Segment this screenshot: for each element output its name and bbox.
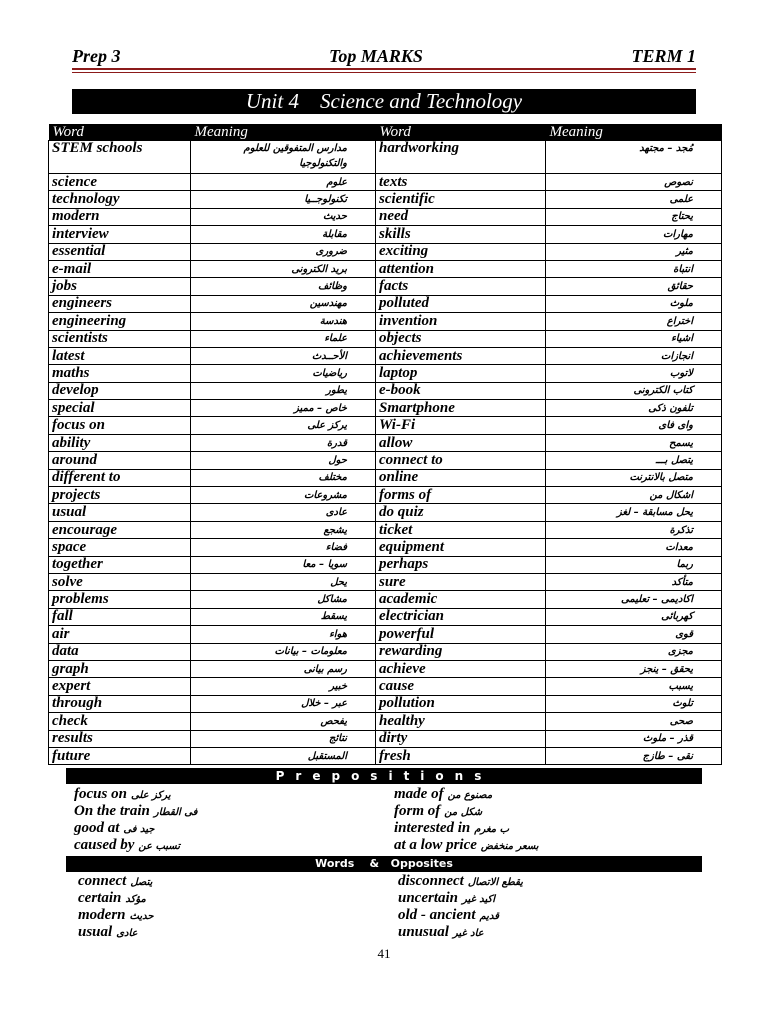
word-cell: pollution bbox=[376, 695, 546, 712]
table-row bbox=[49, 260, 722, 277]
phrase-ar: ب مغرم bbox=[474, 824, 510, 835]
meaning-cell: نقى – طازج bbox=[546, 747, 722, 764]
meaning-cell: علمى bbox=[546, 191, 722, 208]
word-en: modern bbox=[78, 907, 126, 923]
meaning-cell: قدرة bbox=[191, 434, 376, 451]
page-header bbox=[72, 44, 696, 68]
table-row bbox=[49, 382, 722, 399]
word-cell: through bbox=[49, 695, 191, 712]
table-row bbox=[49, 747, 722, 764]
meaning-cell: علوم bbox=[191, 174, 376, 191]
table-row bbox=[49, 208, 722, 225]
meaning-cell: يشجع bbox=[191, 521, 376, 538]
meaning-cell: واى فاى bbox=[546, 417, 722, 434]
list-item bbox=[78, 907, 408, 924]
list-item bbox=[394, 803, 724, 820]
word-cell: powerful bbox=[376, 626, 546, 643]
phrase-en: good at bbox=[74, 820, 120, 836]
meaning-cell: يحتاج bbox=[546, 208, 722, 225]
meaning-cell: حول bbox=[191, 452, 376, 469]
word-en: connect bbox=[78, 873, 127, 889]
word-cell: check bbox=[49, 713, 191, 730]
meaning-cell: تكنولوجــيا bbox=[191, 191, 376, 208]
table-row bbox=[49, 643, 722, 660]
meaning-cell: مقابلة bbox=[191, 226, 376, 243]
word-cell: usual bbox=[49, 504, 191, 521]
word-cell: Smartphone bbox=[376, 400, 546, 417]
word-cell: problems bbox=[49, 591, 191, 608]
col-header-meaning: Meaning bbox=[191, 124, 376, 141]
table-row bbox=[49, 469, 722, 486]
meaning-cell: انتباة bbox=[546, 260, 722, 277]
meaning-cell: مُجد – مجتهد bbox=[546, 141, 722, 174]
meaning-cell: بريد الكترونى bbox=[191, 260, 376, 277]
meaning-cell: يحقق – ينجز bbox=[546, 660, 722, 677]
word-cell: equipment bbox=[376, 539, 546, 556]
meaning-cell: معدات bbox=[546, 539, 722, 556]
meaning-cell: يركز على bbox=[191, 417, 376, 434]
word-cell: Wi-Fi bbox=[376, 417, 546, 434]
meaning-cell: علماء bbox=[191, 330, 376, 347]
word-cell: need bbox=[376, 208, 546, 225]
meaning-cell: هندسة bbox=[191, 313, 376, 330]
meaning-cell: ضرورى bbox=[191, 243, 376, 260]
meaning-cell: كهربائى bbox=[546, 608, 722, 625]
phrase-en: caused by bbox=[74, 837, 135, 853]
table-body bbox=[49, 141, 722, 765]
meaning-cell: وظائف bbox=[191, 278, 376, 295]
table-row bbox=[49, 539, 722, 556]
phrase-ar: جيد فى bbox=[123, 824, 155, 835]
unit-title: Unit 4 Science and Technology bbox=[72, 89, 696, 114]
word-cell: perhaps bbox=[376, 556, 546, 573]
word-cell: online bbox=[376, 469, 546, 486]
table-row bbox=[49, 174, 722, 191]
meaning-cell: مجزى bbox=[546, 643, 722, 660]
word-cell: achievements bbox=[376, 347, 546, 364]
header-right: TERM 1 bbox=[631, 45, 696, 66]
meaning-cell: خبير bbox=[191, 678, 376, 695]
meaning-cell: هواء bbox=[191, 626, 376, 643]
word-cell: different to bbox=[49, 469, 191, 486]
word-ar: قديم bbox=[479, 911, 499, 922]
word-cell: rewarding bbox=[376, 643, 546, 660]
list-item bbox=[78, 924, 408, 941]
meaning-cell: مختلف bbox=[191, 469, 376, 486]
meaning-cell: اشكال من bbox=[546, 487, 722, 504]
meaning-cell: المستقبل bbox=[191, 747, 376, 764]
header-left: Prep 3 bbox=[72, 45, 121, 66]
word-cell: maths bbox=[49, 365, 191, 382]
meaning-cell: متأكد bbox=[546, 573, 722, 590]
list-item bbox=[398, 873, 728, 890]
word-cell: academic bbox=[376, 591, 546, 608]
word-cell: future bbox=[49, 747, 191, 764]
phrase-en: made of bbox=[394, 786, 444, 802]
phrase-ar: بسعر منخفض bbox=[480, 841, 539, 852]
word-cell: solve bbox=[49, 573, 191, 590]
word-cell: connect to bbox=[376, 452, 546, 469]
meaning-cell: حديث bbox=[191, 208, 376, 225]
phrase-en: interested in bbox=[394, 820, 471, 836]
word-cell: modern bbox=[49, 208, 191, 225]
word-cell: projects bbox=[49, 487, 191, 504]
word-cell: do quiz bbox=[376, 504, 546, 521]
meaning-cell: تلوث bbox=[546, 695, 722, 712]
phrase-ar: فى القطار bbox=[153, 807, 198, 818]
phrase-en: form of bbox=[394, 803, 441, 819]
header-rule-thin bbox=[72, 72, 696, 73]
meaning-cell: اختراع bbox=[546, 313, 722, 330]
meaning-cell: يفحص bbox=[191, 713, 376, 730]
word-cell: laptop bbox=[376, 365, 546, 382]
list-item bbox=[398, 890, 728, 907]
word-cell: data bbox=[49, 643, 191, 660]
phrase-ar: مصنوع من bbox=[447, 790, 493, 801]
table-row bbox=[49, 243, 722, 260]
phrase-ar: تسبب عن bbox=[138, 841, 181, 852]
vocabulary-table bbox=[48, 124, 722, 765]
word-cell: hardworking bbox=[376, 141, 546, 174]
word-cell: scientific bbox=[376, 191, 546, 208]
word-cell: objects bbox=[376, 330, 546, 347]
word-en: usual bbox=[78, 924, 113, 940]
word-cell: expert bbox=[49, 678, 191, 695]
word-cell: develop bbox=[49, 382, 191, 399]
table-row bbox=[49, 191, 722, 208]
opposites-left-list bbox=[78, 873, 408, 941]
meaning-cell: فضاء bbox=[191, 539, 376, 556]
table-row bbox=[49, 417, 722, 434]
word-cell: exciting bbox=[376, 243, 546, 260]
table-row bbox=[49, 626, 722, 643]
word-cell: space bbox=[49, 539, 191, 556]
word-cell: forms of bbox=[376, 487, 546, 504]
meaning-cell: مهارات bbox=[546, 226, 722, 243]
meaning-cell: قذر – ملوث bbox=[546, 730, 722, 747]
table-row bbox=[49, 591, 722, 608]
list-item bbox=[74, 820, 404, 837]
table-row bbox=[49, 347, 722, 364]
phrase-en: focus on bbox=[74, 786, 127, 802]
prepositions-left-list bbox=[74, 786, 404, 854]
word-cell: results bbox=[49, 730, 191, 747]
meaning-cell: رسم بيانى bbox=[191, 660, 376, 677]
table-row bbox=[49, 573, 722, 590]
header-center: Top MARKS bbox=[329, 45, 423, 66]
meaning-cell: نصوص bbox=[546, 174, 722, 191]
meaning-cell: انجازات bbox=[546, 347, 722, 364]
meaning-cell: مشروعات bbox=[191, 487, 376, 504]
word-ar: يقطع الاتصال bbox=[467, 877, 523, 888]
word-ar: يتصل bbox=[130, 877, 153, 888]
word-en: old - ancient bbox=[398, 907, 476, 923]
meaning-cell: معلومات – بيانات bbox=[191, 643, 376, 660]
list-item bbox=[394, 820, 724, 837]
list-item bbox=[78, 873, 408, 890]
word-cell: science bbox=[49, 174, 191, 191]
word-cell: technology bbox=[49, 191, 191, 208]
meaning-cell: مهندسين bbox=[191, 295, 376, 312]
word-ar: عادى bbox=[116, 928, 138, 939]
col-header-meaning: Meaning bbox=[546, 124, 722, 141]
meaning-cell: خاص – مميز bbox=[191, 400, 376, 417]
word-cell: sure bbox=[376, 573, 546, 590]
opposites-right-list bbox=[398, 873, 728, 941]
meaning-cell: متصل بالانترنت bbox=[546, 469, 722, 486]
col-header-word: Word bbox=[376, 124, 546, 141]
list-item bbox=[394, 786, 724, 803]
prepositions-heading: Prepositions bbox=[66, 768, 702, 784]
table-row bbox=[49, 660, 722, 677]
word-cell: essential bbox=[49, 243, 191, 260]
word-cell: polluted bbox=[376, 295, 546, 312]
word-cell: skills bbox=[376, 226, 546, 243]
table-header-row bbox=[49, 124, 722, 141]
table-row bbox=[49, 713, 722, 730]
word-cell: around bbox=[49, 452, 191, 469]
word-cell: jobs bbox=[49, 278, 191, 295]
list-item bbox=[78, 890, 408, 907]
word-cell: ticket bbox=[376, 521, 546, 538]
word-cell: STEM schools bbox=[49, 141, 191, 174]
meaning-cell: اكاديمى – تعليمى bbox=[546, 591, 722, 608]
page-number: 41 bbox=[377, 946, 391, 961]
table-row bbox=[49, 730, 722, 747]
meaning-cell: يتصل بـــ bbox=[546, 452, 722, 469]
table-row bbox=[49, 678, 722, 695]
word-en: certain bbox=[78, 890, 122, 906]
table-row bbox=[49, 295, 722, 312]
word-ar: مؤكد bbox=[125, 894, 146, 905]
word-cell: engineers bbox=[49, 295, 191, 312]
word-cell: invention bbox=[376, 313, 546, 330]
table-row bbox=[49, 504, 722, 521]
meaning-cell: يسقط bbox=[191, 608, 376, 625]
table-row bbox=[49, 487, 722, 504]
table-row bbox=[49, 434, 722, 451]
word-ar: اكيد غير bbox=[462, 894, 496, 905]
meaning-cell: مشاكل bbox=[191, 591, 376, 608]
word-cell: engineering bbox=[49, 313, 191, 330]
meaning-cell: تلفون ذكى bbox=[546, 400, 722, 417]
word-cell: graph bbox=[49, 660, 191, 677]
word-cell: encourage bbox=[49, 521, 191, 538]
table-row bbox=[49, 226, 722, 243]
col-header-word: Word bbox=[49, 124, 191, 141]
word-cell: attention bbox=[376, 260, 546, 277]
meaning-cell: صحى bbox=[546, 713, 722, 730]
word-cell: achieve bbox=[376, 660, 546, 677]
meaning-cell: عبر – خلال bbox=[191, 695, 376, 712]
meaning-cell: رياضيات bbox=[191, 365, 376, 382]
word-ar: حديث bbox=[129, 911, 154, 922]
word-cell: e-book bbox=[376, 382, 546, 399]
table-row bbox=[49, 278, 722, 295]
word-en: disconnect bbox=[398, 873, 464, 889]
meaning-cell: ربما bbox=[546, 556, 722, 573]
meaning-cell: عادى bbox=[191, 504, 376, 521]
meaning-cell: ملوث bbox=[546, 295, 722, 312]
table-row bbox=[49, 695, 722, 712]
word-cell: scientists bbox=[49, 330, 191, 347]
word-cell: interview bbox=[49, 226, 191, 243]
table-row bbox=[49, 141, 722, 174]
word-cell: facts bbox=[376, 278, 546, 295]
word-cell: fall bbox=[49, 608, 191, 625]
list-item bbox=[398, 907, 728, 924]
meaning-cell: يطور bbox=[191, 382, 376, 399]
table-row bbox=[49, 400, 722, 417]
word-cell: together bbox=[49, 556, 191, 573]
word-cell: texts bbox=[376, 174, 546, 191]
phrase-en: at a low price bbox=[394, 837, 477, 853]
table-row bbox=[49, 608, 722, 625]
meaning-cell: يسبب bbox=[546, 678, 722, 695]
meaning-cell: قوى bbox=[546, 626, 722, 643]
meaning-cell: اشياء bbox=[546, 330, 722, 347]
table-row bbox=[49, 330, 722, 347]
list-item bbox=[74, 786, 404, 803]
word-cell: air bbox=[49, 626, 191, 643]
phrase-ar: شكل من bbox=[444, 807, 483, 818]
word-ar: عاد غير bbox=[452, 928, 484, 939]
meaning-cell: حقائق bbox=[546, 278, 722, 295]
word-cell: electrician bbox=[376, 608, 546, 625]
table-row bbox=[49, 313, 722, 330]
meaning-cell: يحل مسابقة – لغز bbox=[546, 504, 722, 521]
meaning-cell: نتائج bbox=[191, 730, 376, 747]
list-item bbox=[74, 803, 404, 820]
word-cell: ability bbox=[49, 434, 191, 451]
meaning-cell: مدارس المتفوقين للعلوم والتكنولوجيا bbox=[191, 141, 376, 174]
list-item bbox=[398, 924, 728, 941]
word-cell: allow bbox=[376, 434, 546, 451]
table-row bbox=[49, 556, 722, 573]
meaning-cell: كتاب الكترونى bbox=[546, 382, 722, 399]
meaning-cell: الأحــدث bbox=[191, 347, 376, 364]
word-cell: cause bbox=[376, 678, 546, 695]
word-cell: dirty bbox=[376, 730, 546, 747]
word-cell: latest bbox=[49, 347, 191, 364]
table-row bbox=[49, 521, 722, 538]
meaning-cell: لاتوب bbox=[546, 365, 722, 382]
word-cell: fresh bbox=[376, 747, 546, 764]
list-item bbox=[74, 837, 404, 854]
meaning-cell: يحل bbox=[191, 573, 376, 590]
list-item bbox=[394, 837, 724, 854]
word-en: uncertain bbox=[398, 890, 459, 906]
word-en: unusual bbox=[398, 924, 449, 940]
phrase-en: On the train bbox=[74, 803, 150, 819]
table-row bbox=[49, 452, 722, 469]
meaning-cell: سويا – معا bbox=[191, 556, 376, 573]
word-cell: focus on bbox=[49, 417, 191, 434]
word-cell: healthy bbox=[376, 713, 546, 730]
meaning-cell: تذكرة bbox=[546, 521, 722, 538]
word-cell: e-mail bbox=[49, 260, 191, 277]
word-cell: special bbox=[49, 400, 191, 417]
table-row bbox=[49, 365, 722, 382]
meaning-cell: يسمح bbox=[546, 434, 722, 451]
meaning-cell: مثير bbox=[546, 243, 722, 260]
prepositions-right-list bbox=[394, 786, 724, 854]
opposites-heading: Words & Opposites bbox=[66, 856, 702, 872]
phrase-ar: يركز على bbox=[130, 790, 171, 801]
header-rule-thick bbox=[72, 68, 696, 70]
